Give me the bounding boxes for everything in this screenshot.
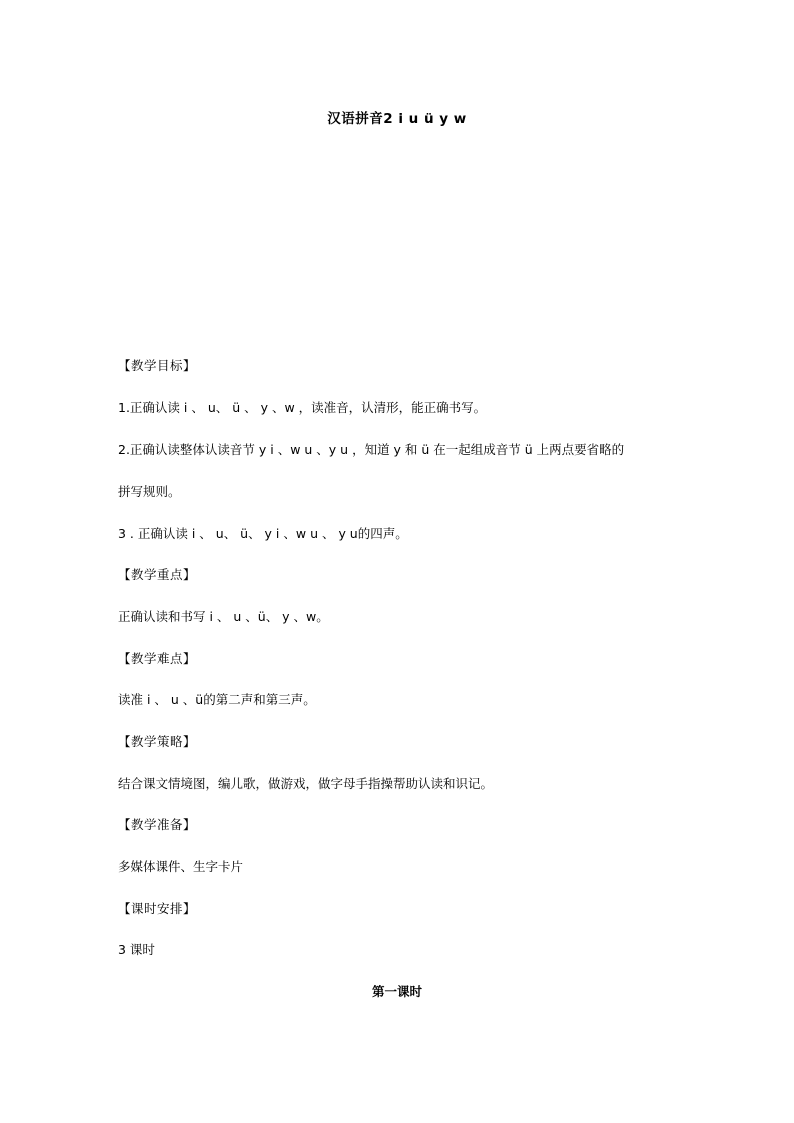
schedule-heading: 【课时安排】 (118, 901, 197, 916)
difficulties-heading: 【教学难点】 (118, 651, 197, 666)
objectives-heading: 【教学目标】 (118, 358, 197, 373)
lesson-subtitle: 第一课时 (371, 984, 422, 999)
objective-2-line-2: 拼写规则。 (118, 484, 181, 499)
objective-3: 3 . 正确认读 i 、 u、 ü、 y i 、w u 、 y u的四声。 (118, 526, 408, 541)
strategy-heading: 【教学策略】 (118, 734, 197, 749)
preparation-text: 多媒体课件、生字卡片 (118, 859, 244, 874)
preparation-heading: 【教学准备】 (118, 817, 197, 832)
key-points-heading: 【教学重点】 (118, 567, 197, 582)
key-points-text: 正确认读和书写 i 、 u 、ü、 y 、w。 (118, 609, 329, 624)
strategy-text: 结合课文情境图，编儿歌，做游戏，做字母手指操帮助认读和识记。 (118, 776, 494, 791)
objective-2-line-1: 2.正确认读整体认读音节 y i 、w u 、y u ，知道 y 和 ü 在一起组成音节 ü 上两点要省略的 (118, 442, 625, 457)
schedule-text: 3 课时 (118, 942, 155, 957)
document-title: 汉语拼音2 i u ü y w (327, 111, 467, 127)
objective-1: 1.正确认读 i 、 u、 ü 、 y 、w ，读准音，认清形，能正确书写。 (118, 400, 487, 415)
difficulties-text: 读准 i 、 u 、ü的第二声和第三声。 (118, 692, 316, 707)
